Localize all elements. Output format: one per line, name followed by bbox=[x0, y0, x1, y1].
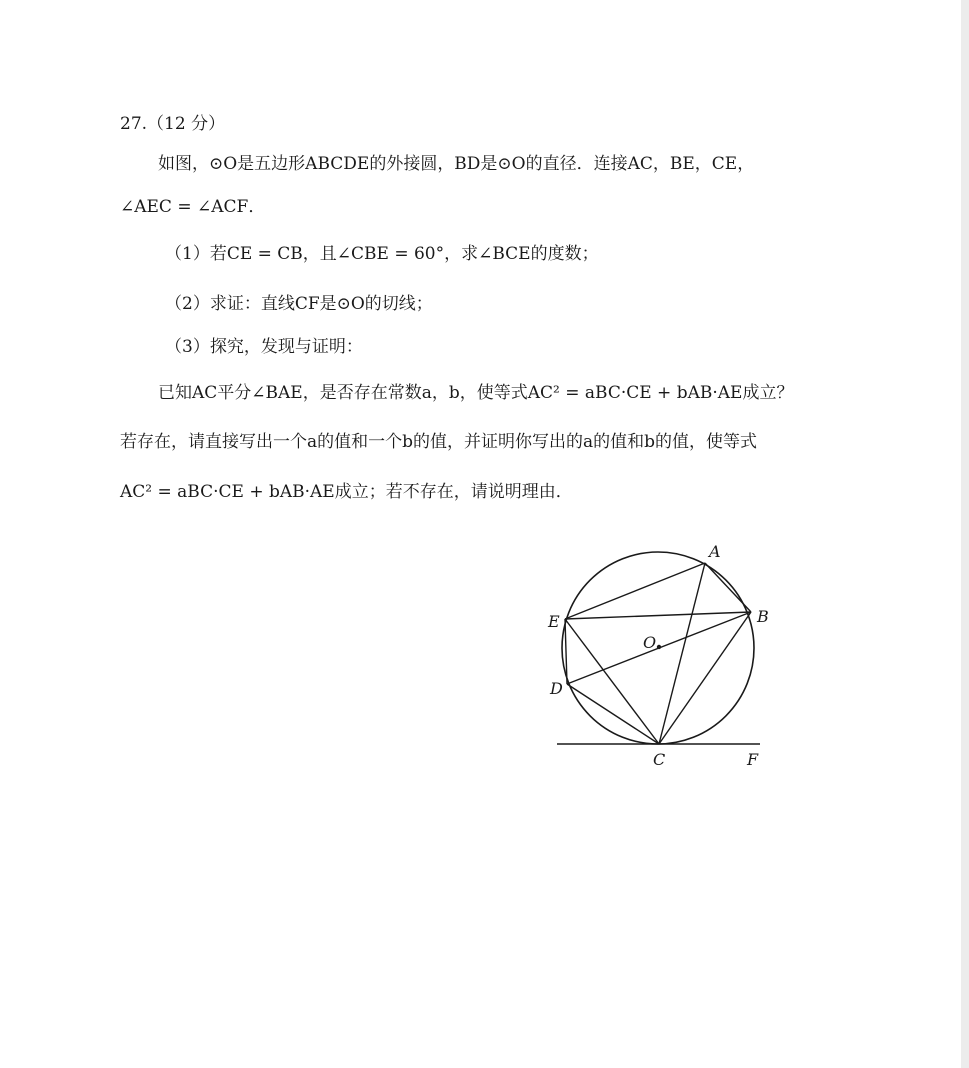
segment-ea bbox=[565, 563, 705, 619]
problem-intro-line-1: 如图，⊙O是五边形ABCDE的外接圆，BD是⊙O的直径．连接AC，BE，CE， bbox=[158, 154, 755, 174]
question-3-line-2: 若存在，请直接写出一个a的值和一个b的值，并证明你写出的a的值和b的值，使等式 bbox=[120, 432, 758, 452]
center-point-o bbox=[657, 645, 661, 649]
label-c: C bbox=[653, 750, 666, 769]
segment-ab bbox=[705, 563, 751, 612]
question-2: （2）求证：直线CF是⊙O的切线； bbox=[165, 294, 433, 314]
problem-intro-line-2: ∠AEC = ∠ACF． bbox=[120, 197, 266, 217]
segment-ac bbox=[659, 563, 705, 744]
label-b: B bbox=[757, 607, 769, 626]
label-d: D bbox=[550, 679, 563, 698]
label-f: F bbox=[747, 750, 759, 769]
segment-cd bbox=[567, 684, 659, 744]
segment-be bbox=[565, 612, 751, 619]
question-1: （1）若CE = CB，且∠CBE = 60°，求∠BCE的度数； bbox=[165, 244, 599, 264]
page-edge-strip bbox=[961, 0, 969, 1068]
label-a: A bbox=[709, 542, 721, 561]
geometry-diagram bbox=[540, 535, 780, 775]
question-3: （3）探究，发现与证明： bbox=[165, 337, 363, 357]
question-3-line-3: AC² = aBC·CE + bAB·AE成立；若不存在，请说明理由． bbox=[120, 482, 573, 502]
segment-bc bbox=[659, 612, 751, 744]
problem-number: 27.（12 分） bbox=[120, 114, 226, 134]
question-3-line-1: 已知AC平分∠BAE，是否存在常数a，b，使等式AC² = aBC·CE + bAB·AE成立？ bbox=[158, 383, 794, 403]
label-e: E bbox=[548, 612, 560, 631]
label-o: O bbox=[643, 633, 657, 652]
